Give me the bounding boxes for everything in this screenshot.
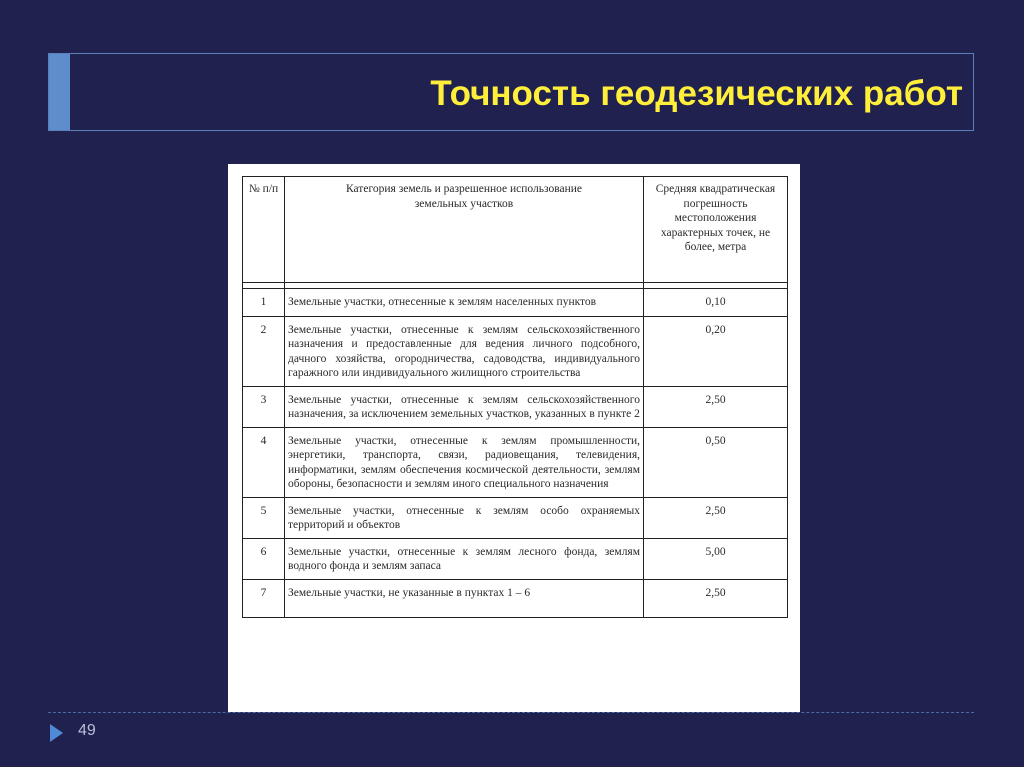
title-bar	[48, 53, 974, 131]
title-accent-bar	[49, 54, 70, 130]
row-num: 1	[243, 289, 285, 317]
row-num: 7	[243, 579, 285, 617]
scanned-table-image	[228, 164, 800, 712]
table-row	[243, 289, 788, 317]
table-row	[243, 579, 788, 617]
row-desc: Земельные участки, отнесенные к землям сельскохозяйственного назначения и предоставленные для ведения личного подсобного, дачного хозяйства, огородничества, садоводства, индивидуального гаражного или индивидуального жилищного строительства	[285, 316, 644, 386]
row-desc: Земельные участки, не указанные в пунктах 1 – 6	[285, 579, 644, 617]
row-desc: Земельные участки, отнесенные к землям населенных пунктов	[285, 289, 644, 317]
row-value: 5,00	[644, 538, 788, 579]
table-row	[243, 427, 788, 497]
header-num: № п/п	[243, 177, 285, 283]
header-error: Средняя квадратическая погрешность местоположения характерных точек, не более, метра	[644, 177, 788, 283]
row-num: 4	[243, 427, 285, 497]
page-number: 49	[78, 722, 96, 739]
row-value: 0,10	[644, 289, 788, 317]
row-value: 0,50	[644, 427, 788, 497]
row-num: 3	[243, 386, 285, 427]
table-row	[243, 497, 788, 538]
table-row	[243, 386, 788, 427]
header-category: Категория земель и разрешенное использование земельных участков	[285, 177, 644, 283]
table-row	[243, 538, 788, 579]
footer-divider	[48, 712, 974, 713]
triangle-right-icon	[50, 724, 63, 742]
table-header-row	[243, 177, 788, 283]
row-value: 2,50	[644, 579, 788, 617]
accuracy-table	[242, 176, 788, 618]
slide-title: Точность геодезических работ	[430, 74, 963, 113]
row-num: 2	[243, 316, 285, 386]
row-desc: Земельные участки, отнесенные к землям промышленности, энергетики, транспорта, связи, радиовещания, телевидения, информатики, землям обеспечения космической деятельности, землям обороны, безопасности и землям иного специального назначения	[285, 427, 644, 497]
row-desc: Земельные участки, отнесенные к землям сельскохозяйственного назначения, за исключением земельных участков, указанных в пункте 2	[285, 386, 644, 427]
row-num: 6	[243, 538, 285, 579]
row-desc: Земельные участки, отнесенные к землям лесного фонда, землям водного фонда и землям запаса	[285, 538, 644, 579]
row-desc: Земельные участки, отнесенные к землям особо охраняемых территорий и объектов	[285, 497, 644, 538]
row-value: 2,50	[644, 386, 788, 427]
table-row	[243, 316, 788, 386]
row-value: 0,20	[644, 316, 788, 386]
row-value: 2,50	[644, 497, 788, 538]
row-num: 5	[243, 497, 285, 538]
